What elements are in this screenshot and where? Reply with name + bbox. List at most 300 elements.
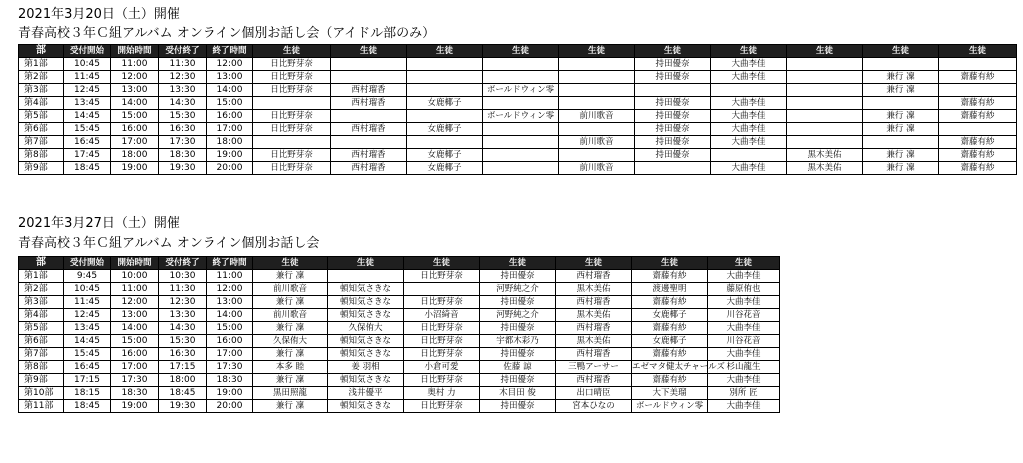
table-row <box>19 374 780 387</box>
column-header: 生徒 <box>632 257 708 270</box>
session-label: 第5部 <box>19 322 64 335</box>
column-header: 生徒 <box>556 257 632 270</box>
column-header: 生徒 <box>480 257 556 270</box>
time-cell: 19:00 <box>111 162 159 175</box>
table-row <box>19 149 1017 162</box>
student-cell <box>711 149 787 162</box>
time-cell: 18:45 <box>159 387 207 400</box>
student-cell <box>559 97 635 110</box>
student-cell: 久保侑大 <box>253 335 328 348</box>
student-cell: 藤原侑也 <box>708 283 780 296</box>
student-cell: 兼行 凜 <box>253 270 328 283</box>
student-cell <box>407 58 483 71</box>
student-cell <box>787 97 863 110</box>
student-cell: 川谷花音 <box>708 309 780 322</box>
student-cell: 兼行 凜 <box>863 71 939 84</box>
session-label: 第4部 <box>19 309 64 322</box>
time-cell: 15:00 <box>111 110 159 123</box>
session-label: 第7部 <box>19 136 64 149</box>
student-cell: 奥村 力 <box>404 387 480 400</box>
student-cell: 兼行 凜 <box>863 110 939 123</box>
student-cell: 日比野芽奈 <box>253 58 331 71</box>
column-header: 受付終了 <box>159 45 207 58</box>
student-cell: 日比野芽奈 <box>404 335 480 348</box>
student-cell: 持田優奈 <box>480 270 556 283</box>
time-cell: 14:00 <box>207 84 253 97</box>
student-cell: 日比野芽奈 <box>404 400 480 413</box>
time-cell: 14:30 <box>159 322 207 335</box>
student-cell: 佐藤 諒 <box>480 361 556 374</box>
student-cell <box>939 84 1017 97</box>
column-header: 受付開始 <box>64 257 111 270</box>
time-cell: 18:30 <box>111 387 159 400</box>
time-cell: 14:45 <box>64 335 111 348</box>
time-cell: 12:00 <box>111 296 159 309</box>
student-cell: 齋藤有紗 <box>939 97 1017 110</box>
student-cell: 川谷花音 <box>708 335 780 348</box>
student-cell: 兼行 凜 <box>253 296 328 309</box>
student-cell <box>331 71 407 84</box>
session-label: 第9部 <box>19 162 64 175</box>
student-cell: 西村瑠香 <box>331 162 407 175</box>
student-cell: 齋藤有紗 <box>939 136 1017 149</box>
column-header: 受付開始 <box>64 45 111 58</box>
student-cell <box>331 136 407 149</box>
student-cell <box>939 58 1017 71</box>
header-row <box>19 45 1017 58</box>
student-cell: 兼行 凜 <box>863 84 939 97</box>
student-cell: 齋藤有紗 <box>632 322 708 335</box>
time-cell: 13:00 <box>111 309 159 322</box>
table-row <box>19 270 780 283</box>
student-cell: 大曲李佳 <box>711 123 787 136</box>
column-header: 開始時間 <box>111 45 159 58</box>
student-cell: 浅井優平 <box>328 387 404 400</box>
time-cell: 12:00 <box>111 71 159 84</box>
student-cell: 大曲李佳 <box>711 97 787 110</box>
time-cell: 10:30 <box>159 270 207 283</box>
time-cell: 16:00 <box>207 110 253 123</box>
student-cell: 持田優奈 <box>635 71 711 84</box>
header-row <box>19 257 780 270</box>
session-label: 第10部 <box>19 387 64 400</box>
column-header: 生徒 <box>483 45 559 58</box>
student-cell: 大曲李佳 <box>711 110 787 123</box>
student-cell <box>483 71 559 84</box>
time-cell: 10:00 <box>111 270 159 283</box>
table-row <box>19 348 780 361</box>
student-cell <box>407 110 483 123</box>
time-cell: 17:15 <box>64 374 111 387</box>
table-row <box>19 71 1017 84</box>
column-header: 生徒 <box>711 45 787 58</box>
table-row <box>19 361 780 374</box>
student-cell: 女鹿椰子 <box>632 309 708 322</box>
time-cell: 14:00 <box>111 97 159 110</box>
table-row <box>19 387 780 400</box>
student-cell: 持田優奈 <box>635 58 711 71</box>
time-cell: 17:45 <box>64 149 111 162</box>
student-cell <box>253 97 331 110</box>
student-cell: 木目田 俊 <box>480 387 556 400</box>
student-cell <box>863 97 939 110</box>
time-cell: 10:45 <box>64 58 111 71</box>
time-cell: 15:00 <box>207 97 253 110</box>
student-cell: ボールドウィン零 <box>632 400 708 413</box>
student-cell <box>483 149 559 162</box>
event-title-1: 青春高校３年Ｃ組アルバム オンライン個別お話し会（アイドル部のみ） <box>18 26 436 41</box>
column-header: 生徒 <box>635 45 711 58</box>
session-label: 第6部 <box>19 335 64 348</box>
student-cell: 渡邊聖明 <box>632 283 708 296</box>
time-cell: 16:00 <box>111 348 159 361</box>
student-cell <box>863 58 939 71</box>
student-cell: 西村瑠香 <box>556 296 632 309</box>
time-cell: 19:00 <box>111 400 159 413</box>
student-cell: 兼行 凜 <box>863 123 939 136</box>
column-header: 生徒 <box>863 45 939 58</box>
schedule-table-1 <box>18 44 1017 175</box>
student-cell <box>253 136 331 149</box>
student-cell <box>483 123 559 136</box>
student-cell: 持田優奈 <box>480 322 556 335</box>
student-cell <box>635 162 711 175</box>
student-cell <box>404 283 480 296</box>
student-cell: 河野純之介 <box>480 283 556 296</box>
time-cell: 15:30 <box>159 335 207 348</box>
time-cell: 11:00 <box>111 58 159 71</box>
session-label: 第1部 <box>19 270 64 283</box>
time-cell: 14:00 <box>111 322 159 335</box>
student-cell: 前川歌音 <box>559 136 635 149</box>
time-cell: 13:00 <box>207 71 253 84</box>
time-cell: 17:00 <box>111 136 159 149</box>
column-header: 生徒 <box>787 45 863 58</box>
student-cell: 黒木美佑 <box>556 335 632 348</box>
student-cell <box>559 123 635 136</box>
student-cell: 宮本ひなの <box>556 400 632 413</box>
student-cell: 姜 羽相 <box>328 361 404 374</box>
schedule-table-2 <box>18 256 780 413</box>
student-cell: 齋藤有紗 <box>632 374 708 387</box>
student-cell: 日比野芽奈 <box>253 84 331 97</box>
student-cell <box>787 136 863 149</box>
column-header: 生徒 <box>708 257 780 270</box>
student-cell: 日比野芽奈 <box>253 149 331 162</box>
student-cell: 大曲李佳 <box>711 162 787 175</box>
time-cell: 12:45 <box>64 309 111 322</box>
student-cell <box>407 71 483 84</box>
time-cell: 10:45 <box>64 283 111 296</box>
student-cell: 大曲李佳 <box>708 374 780 387</box>
student-cell: 小沼綺音 <box>404 309 480 322</box>
student-cell: 前川歌音 <box>253 309 328 322</box>
session-label: 第3部 <box>19 84 64 97</box>
student-cell: 日比野芽奈 <box>404 270 480 283</box>
student-cell: 兼行 凜 <box>253 400 328 413</box>
student-cell: 日比野芽奈 <box>253 110 331 123</box>
student-cell: 西村瑠香 <box>556 270 632 283</box>
student-cell: エゼマタ健太チャールズ <box>632 362 725 372</box>
time-cell: 15:45 <box>64 123 111 136</box>
student-cell: 大曲李佳 <box>711 71 787 84</box>
student-cell <box>787 58 863 71</box>
time-cell: 18:30 <box>207 374 253 387</box>
student-cell: 別所 匠 <box>708 387 780 400</box>
student-cell: 大曲李佳 <box>711 136 787 149</box>
time-cell: 15:45 <box>64 348 111 361</box>
student-cell: 持田優奈 <box>635 110 711 123</box>
time-cell: 19:30 <box>159 400 207 413</box>
time-cell: 13:45 <box>64 322 111 335</box>
time-cell: 12:45 <box>64 84 111 97</box>
time-cell: 16:00 <box>207 335 253 348</box>
column-header: 生徒 <box>328 257 404 270</box>
time-cell: 18:30 <box>159 149 207 162</box>
session-label: 第5部 <box>19 110 64 123</box>
time-cell: 13:45 <box>64 97 111 110</box>
table-row <box>19 322 780 335</box>
student-cell: 兼行 凜 <box>253 348 328 361</box>
event-date-2: 2021年3月27日（土）開催 <box>18 216 180 231</box>
student-cell <box>559 84 635 97</box>
student-cell: 河野純之介 <box>480 309 556 322</box>
student-cell <box>483 58 559 71</box>
student-cell: 頓知気さきな <box>328 348 404 361</box>
student-cell <box>483 97 559 110</box>
time-cell: 12:30 <box>159 296 207 309</box>
student-cell <box>787 123 863 136</box>
time-cell: 9:45 <box>64 270 111 283</box>
time-cell: 17:30 <box>159 136 207 149</box>
student-cell: 本多 睦 <box>253 361 328 374</box>
student-cell: 兼行 凜 <box>863 162 939 175</box>
student-cell: 日比野芽奈 <box>253 123 331 136</box>
student-cell: 持田優奈 <box>635 149 711 162</box>
session-label: 第11部 <box>19 400 64 413</box>
student-cell: 兼行 凜 <box>253 374 328 387</box>
student-cell <box>407 136 483 149</box>
student-cell <box>483 162 559 175</box>
table-row <box>19 97 1017 110</box>
student-cell: 黒田照龍 <box>253 387 328 400</box>
table-row <box>19 58 1017 71</box>
student-cell: 兼行 凜 <box>253 322 328 335</box>
time-cell: 13:00 <box>111 84 159 97</box>
student-cell <box>939 123 1017 136</box>
student-cell <box>407 84 483 97</box>
student-cell: 女鹿椰子 <box>407 149 483 162</box>
student-cell: 日比野芽奈 <box>404 322 480 335</box>
time-cell: 18:00 <box>207 136 253 149</box>
table-row <box>19 309 780 322</box>
student-cell <box>559 149 635 162</box>
student-cell: 西村瑠香 <box>556 322 632 335</box>
time-cell: 15:00 <box>111 335 159 348</box>
time-cell: 13:30 <box>159 84 207 97</box>
time-cell: 11:45 <box>64 71 111 84</box>
student-cell: 女鹿椰子 <box>407 162 483 175</box>
time-cell: 11:00 <box>207 270 253 283</box>
student-cell: 西村瑠香 <box>331 149 407 162</box>
student-cell: 兼行 凜 <box>863 149 939 162</box>
event-title-2: 青春高校３年Ｃ組アルバム オンライン個別お話し会 <box>18 236 320 251</box>
time-cell: 11:45 <box>64 296 111 309</box>
student-cell: ボールドウィン零 <box>483 110 559 123</box>
student-cell: 持田優奈 <box>635 136 711 149</box>
time-cell: 12:30 <box>159 71 207 84</box>
student-cell <box>787 110 863 123</box>
student-cell: 持田優奈 <box>480 374 556 387</box>
table-row <box>19 84 1017 97</box>
time-cell: 17:00 <box>207 348 253 361</box>
time-cell: 17:15 <box>159 361 207 374</box>
time-cell: 17:00 <box>207 123 253 136</box>
student-cell <box>559 71 635 84</box>
student-cell: 持田優奈 <box>480 400 556 413</box>
table-row <box>19 296 780 309</box>
student-cell: 持田優奈 <box>480 296 556 309</box>
student-cell <box>483 136 559 149</box>
student-cell: 前川歌音 <box>559 162 635 175</box>
session-label: 第2部 <box>19 71 64 84</box>
student-cell <box>331 58 407 71</box>
time-cell: 19:00 <box>207 149 253 162</box>
column-header: 開始時間 <box>111 257 159 270</box>
column-header: 生徒 <box>407 45 483 58</box>
time-cell: 11:30 <box>159 283 207 296</box>
table-row <box>19 162 1017 175</box>
student-cell: 前川歌音 <box>559 110 635 123</box>
time-cell: 17:30 <box>111 374 159 387</box>
student-cell <box>635 84 711 97</box>
time-cell: 11:00 <box>111 283 159 296</box>
session-label: 第6部 <box>19 123 64 136</box>
student-cell: 日比野芽奈 <box>253 71 331 84</box>
student-cell: 持田優奈 <box>480 348 556 361</box>
student-cell: 頓知気さきな <box>328 400 404 413</box>
time-cell: 12:00 <box>207 58 253 71</box>
time-cell: 18:15 <box>64 387 111 400</box>
student-cell: 大曲李佳 <box>708 348 780 361</box>
student-cell: 杉山龍生 <box>708 361 780 374</box>
student-cell: 大曲李佳 <box>708 322 780 335</box>
time-cell: 16:00 <box>111 123 159 136</box>
student-cell: 小倉可愛 <box>404 361 480 374</box>
column-header: 部 <box>19 45 64 58</box>
student-cell <box>863 136 939 149</box>
student-cell: 出口晴臣 <box>556 387 632 400</box>
time-cell: 13:30 <box>159 309 207 322</box>
time-cell: 18:45 <box>64 162 111 175</box>
time-cell: 16:30 <box>159 348 207 361</box>
student-cell: 頓知気さきな <box>328 309 404 322</box>
student-cell: 西村瑠香 <box>556 348 632 361</box>
time-cell: 14:00 <box>207 309 253 322</box>
student-cell: 日比野芽奈 <box>404 348 480 361</box>
student-cell: 大曲李佳 <box>708 270 780 283</box>
student-cell <box>711 84 787 97</box>
student-cell: 齋藤有紗 <box>939 162 1017 175</box>
column-header: 生徒 <box>253 45 331 58</box>
column-header: 生徒 <box>939 45 1017 58</box>
student-cell: 頓知気さきな <box>328 283 404 296</box>
student-cell <box>331 110 407 123</box>
student-cell <box>559 58 635 71</box>
column-header: 生徒 <box>331 45 407 58</box>
time-cell: 14:45 <box>64 110 111 123</box>
time-cell: 12:00 <box>207 283 253 296</box>
session-label: 第2部 <box>19 283 64 296</box>
session-label: 第4部 <box>19 97 64 110</box>
time-cell: 15:00 <box>207 322 253 335</box>
student-cell: 日比野芽奈 <box>253 162 331 175</box>
student-cell: 齋藤有紗 <box>632 348 708 361</box>
student-cell: 齋藤有紗 <box>939 71 1017 84</box>
time-cell: 17:00 <box>111 361 159 374</box>
time-cell: 20:00 <box>207 162 253 175</box>
student-cell: 大下美瑠 <box>632 387 708 400</box>
student-cell: ボールドウィン零 <box>483 84 559 97</box>
session-label: 第1部 <box>19 58 64 71</box>
student-cell: 齋藤有紗 <box>632 296 708 309</box>
student-cell: 日比野芽奈 <box>404 296 480 309</box>
time-cell: 18:45 <box>64 400 111 413</box>
time-cell: 19:30 <box>159 162 207 175</box>
student-cell <box>328 270 404 283</box>
time-cell: 17:30 <box>207 361 253 374</box>
student-cell: 宇都木彩乃 <box>480 335 556 348</box>
time-cell: 20:00 <box>207 400 253 413</box>
table-row <box>19 136 1017 149</box>
session-label: 第8部 <box>19 149 64 162</box>
table-row <box>19 283 780 296</box>
time-cell: 14:30 <box>159 97 207 110</box>
column-header: 終了時間 <box>207 45 253 58</box>
session-label: 第7部 <box>19 348 64 361</box>
column-header: 生徒 <box>404 257 480 270</box>
student-cell: 齋藤有紗 <box>632 270 708 283</box>
time-cell: 18:00 <box>111 149 159 162</box>
student-cell: 女鹿椰子 <box>407 97 483 110</box>
student-cell: 齋藤有紗 <box>939 149 1017 162</box>
time-cell: 16:30 <box>159 123 207 136</box>
student-cell: 黒木美佑 <box>787 149 863 162</box>
student-cell: 黒木美佑 <box>787 162 863 175</box>
student-cell: 日比野芽奈 <box>404 374 480 387</box>
student-cell: 西村瑠香 <box>556 374 632 387</box>
column-header: 終了時間 <box>207 257 253 270</box>
student-cell: 西村瑠香 <box>331 97 407 110</box>
student-cell: 黒木美佑 <box>556 309 632 322</box>
student-cell: 女鹿椰子 <box>632 335 708 348</box>
time-cell: 16:45 <box>64 361 111 374</box>
student-cell <box>787 84 863 97</box>
student-cell <box>787 71 863 84</box>
column-header: 受付終了 <box>159 257 207 270</box>
student-cell: 西村瑠香 <box>331 84 407 97</box>
column-header: 生徒 <box>559 45 635 58</box>
student-cell: 前川歌音 <box>253 283 328 296</box>
column-header: 部 <box>19 257 64 270</box>
time-cell: 11:30 <box>159 58 207 71</box>
student-cell: 持田優奈 <box>635 123 711 136</box>
table-row <box>19 123 1017 136</box>
session-label: 第8部 <box>19 361 64 374</box>
table-row <box>19 110 1017 123</box>
student-cell: 大曲李佳 <box>711 58 787 71</box>
session-label: 第9部 <box>19 374 64 387</box>
